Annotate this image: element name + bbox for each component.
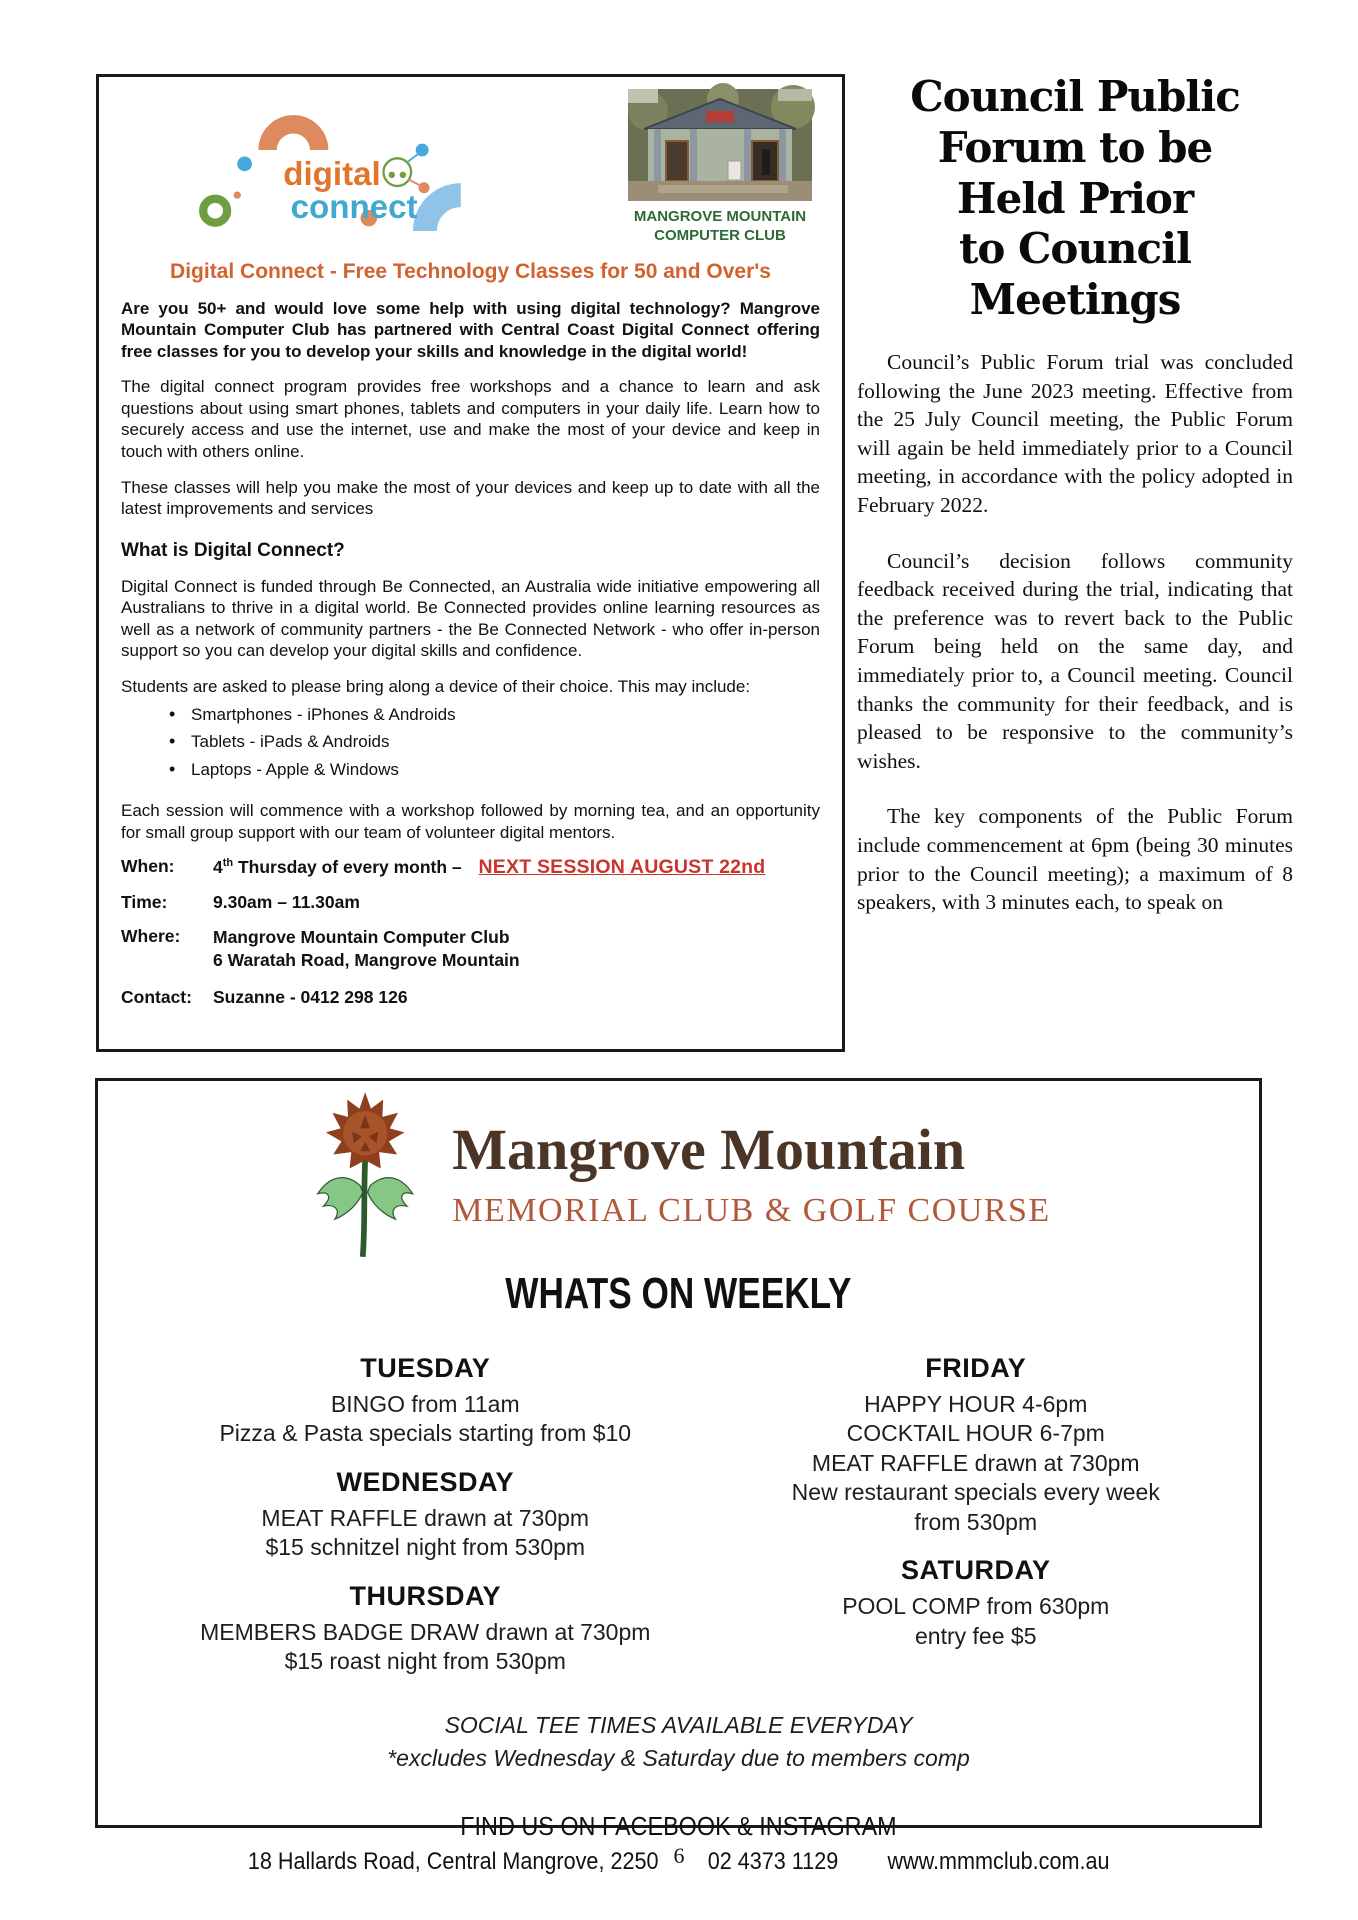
logo-small-orange-dot	[234, 191, 241, 198]
day-block-wednesday: WEDNESDAY MEAT RAFFLE drawn at 730pm $15 schnitzel night from 530pm	[261, 1466, 590, 1561]
article-paragraph: The key components of the Public Forum include commencement at 6pm (being 30 minutes prior to the Council meeting); a maximum of 8 speakers, with 3 minutes each, to speak on	[857, 804, 1293, 915]
club-name-block	[452, 1116, 1051, 1231]
where-row	[121, 926, 820, 972]
flyer-intro-paragraph: Are you 50+ and would love some help with using digital technology? Mangrove Mountain Computer Club has partnered with Central Coast Digital Connect offering free classes for you to develop your skills and knowledge in the digital world!	[121, 298, 820, 361]
contact-label: Contact:	[121, 986, 192, 1007]
computer-club-photo	[628, 89, 812, 201]
day-block-friday: FRIDAY HAPPY HOUR 4-6pm COCKTAIL HOUR 6-7pm MEAT RAFFLE drawn at 730pm New restaurant specials every week from 530pm	[791, 1353, 1160, 1535]
flyer-classes-paragraph: These classes will help you make the most of your devices and keep up to date with all the latest improvements and services	[121, 477, 820, 519]
session-details	[121, 856, 820, 1008]
time-row	[121, 892, 820, 913]
logo-word-connect: connect	[290, 189, 418, 227]
time-value: 9.30am – 11.30am	[213, 892, 360, 913]
flyer-students-paragraph: Students are asked to please bring along a device of their choice. This may include:	[121, 677, 751, 697]
flyer-heading: Digital Connect - Free Technology Classes for 50 and Over's	[170, 259, 771, 283]
page-number: 6	[673, 1843, 685, 1868]
when-value: 4th Thursday of every month – NEXT SESSION AUGUST 22nd	[213, 856, 766, 879]
digital-connect-flyer	[96, 74, 845, 1052]
person-silhouette	[762, 149, 770, 175]
list-item: • Tablets - iPads & Androids	[165, 731, 820, 753]
list-item: • Laptops - Apple & Windows	[165, 759, 820, 781]
contact-row	[121, 987, 820, 1008]
photo-caption-line2: COMPUTER CLUB	[654, 226, 786, 244]
building-sign	[706, 111, 734, 122]
article-body	[857, 348, 1293, 917]
club-phone: 02 4373 1129	[707, 1848, 839, 1876]
whats-on-title: WHATS ON WEEKLY	[505, 1269, 852, 1318]
digital-connect-logo-graphic	[167, 93, 497, 231]
where-value: Mangrove Mountain Computer Club 6 Waratah Road, Mangrove Mountain	[213, 927, 520, 971]
club-address: 18 Hallards Road, Central Mangrove, 2250	[247, 1848, 659, 1876]
article-title: Council Public Forum to be Held Prior to Council Meetings	[910, 72, 1240, 325]
council-article	[857, 72, 1293, 944]
digital-connect-logo	[167, 93, 497, 236]
waratah-flower-icon	[306, 1089, 426, 1261]
when-label: When:	[121, 856, 175, 877]
club-logo-row	[98, 1089, 1259, 1261]
flyer-funded-paragraph: Digital Connect is funded through Be Connected, an Australia wide initiative empowering all Australians to thrive in a digital world. Be Connected provides online learning resources as well as a network of community partners - the Be Connected Network - who offer in-person support so you can develop your digital skills and confidence.	[121, 576, 820, 661]
day-block-thursday: THURSDAY MEMBERS BADGE DRAW drawn at 730pm $15 roast night from 530pm	[200, 1580, 651, 1675]
photo-caption	[620, 208, 820, 246]
logo-blue-dot	[237, 156, 252, 171]
club-website: www.mmmclub.com.au	[887, 1848, 1110, 1876]
connect-network-icon	[384, 158, 412, 186]
computer-club-photo-column	[620, 85, 820, 246]
network-blue-node	[416, 144, 429, 157]
device-list	[165, 704, 820, 781]
logo-arch-shape	[268, 124, 320, 150]
logo-word-digital: digital	[283, 156, 381, 193]
day-block-tuesday: TUESDAY BINGO from 11am Pizza & Pasta specials starting from $10	[219, 1353, 632, 1447]
flyer-header	[121, 85, 820, 246]
logo-green-ring	[203, 199, 227, 223]
club-name: Mangrove Mountain	[452, 1116, 966, 1182]
schedule-right-column	[723, 1353, 1229, 1695]
sandwich-board-sign	[728, 161, 741, 180]
memorial-club-ad	[95, 1078, 1262, 1876]
flyer-session-paragraph: Each session will commence with a workshop followed by morning tea, and an opportunity for small group support with our team of volunteer digital mentors.	[121, 801, 820, 842]
list-item: • Smartphones - iPhones & Androids	[165, 704, 820, 726]
social-media-line: FIND US ON FACEBOOK & INSTAGRAM	[460, 1811, 897, 1842]
where-label: Where:	[121, 926, 181, 947]
article-paragraph: Council’s decision follows community feedback received during the trial, indicating that the preference was to revert back to the Public Forum being held on the same day, and immediately prior to, a Council meeting. Council thanks the community for their feedback, and is pleased to be responsive to the community’s wishes.	[857, 548, 1293, 773]
article-paragraph: Council’s Public Forum trial was concluded following the June 2023 meeting. Effective from the 25 July Council meeting, the Public Forum will again be held immediately prior to a Council meeting, in accordance with the policy adopted in February 2022.	[857, 350, 1293, 518]
flyer-subheading: What is Digital Connect?	[121, 539, 345, 561]
when-row	[121, 856, 820, 879]
flyer-program-paragraph: The digital connect program provides free workshops and a chance to learn and ask questions about using smart phones, tablets and computers in your daily life. Learn how to securely access and use the internet, use and make the most of your device and keep in touch with others online.	[121, 377, 820, 461]
day-block-saturday: SATURDAY POOL COMP from 630pm entry fee $5	[842, 1555, 1110, 1649]
photo-caption-line1: MANGROVE MOUNTAIN	[633, 208, 807, 225]
tee-times-note: SOCIAL TEE TIMES AVAILABLE EVERYDAY *excludes Wednesday & Saturday due to members comp	[387, 1711, 970, 1771]
time-label: Time:	[121, 892, 168, 913]
whats-on-wrap	[98, 1269, 1259, 1319]
next-session-highlight: NEXT SESSION AUGUST 22nd	[478, 856, 766, 879]
schedule-left-column	[128, 1353, 723, 1695]
network-orange-node	[418, 182, 429, 193]
club-subtitle: MEMORIAL CLUB & GOLF COURSE	[452, 1192, 1051, 1230]
weekly-schedule	[98, 1353, 1259, 1695]
contact-value: Suzanne - 0412 298 126	[213, 986, 408, 1007]
